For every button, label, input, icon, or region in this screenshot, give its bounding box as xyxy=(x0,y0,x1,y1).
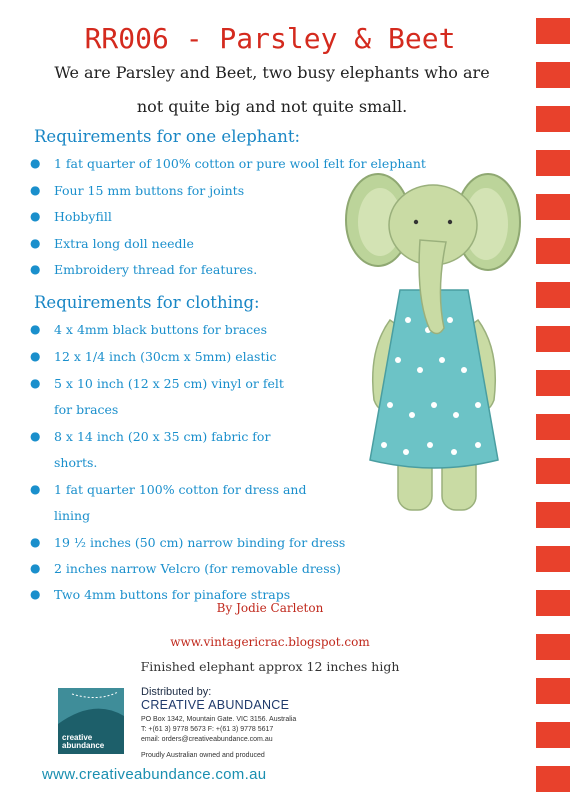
distributor-address: PO Box 1342, Mountain Gate. VIC 3156. Australia xyxy=(141,716,297,723)
logo-graphic xyxy=(58,688,124,728)
bullet-icon: ● xyxy=(30,262,41,276)
bullet-icon: ● xyxy=(30,322,41,336)
bullet-icon: ● xyxy=(30,561,41,575)
stripe xyxy=(536,502,570,528)
stripe xyxy=(536,150,570,176)
bullet-icon: ● xyxy=(30,429,41,443)
stripe xyxy=(536,414,570,440)
bullet-icon: ● xyxy=(30,156,41,170)
right-eye xyxy=(448,220,452,224)
stripe xyxy=(536,458,570,484)
elephant-requirements-heading: Requirements for one elephant: xyxy=(34,127,301,146)
left-eye xyxy=(414,220,418,224)
elephant-toy-image xyxy=(338,170,528,530)
stripe xyxy=(536,282,570,308)
stripe xyxy=(536,766,570,792)
stripe xyxy=(536,590,570,616)
blog-link[interactable]: www.vintagericrac.blogspot.com xyxy=(170,635,370,649)
stripe xyxy=(536,326,570,352)
stripe xyxy=(536,106,570,132)
distributor-company: CREATIVE ABUNDANCE xyxy=(141,698,290,712)
clothing-requirements-heading: Requirements for clothing: xyxy=(34,293,260,312)
intro-line: We are Parsley and Beet, two busy elephants who are xyxy=(54,63,490,82)
page-title: RR006 - Parsley & Beet xyxy=(84,22,456,55)
stripe xyxy=(536,370,570,396)
stripe xyxy=(536,62,570,88)
intro-line: not quite big and not quite small. xyxy=(136,97,408,116)
footer-website-link[interactable]: www.creativeabundance.com.au xyxy=(42,766,267,783)
bullet-icon: ● xyxy=(30,236,41,250)
stripe-border xyxy=(536,0,570,803)
intro-text xyxy=(22,56,522,124)
bullet-icon: ● xyxy=(30,535,41,549)
stripe xyxy=(536,678,570,704)
stripe xyxy=(536,634,570,660)
stripe xyxy=(536,546,570,572)
distributor-tagline: Proudly Australian owned and produced xyxy=(141,752,265,759)
distributed-by-label: Distributed by: xyxy=(141,686,212,698)
finished-size-note: Finished elephant approx 12 inches high xyxy=(140,659,400,674)
stripe xyxy=(536,722,570,748)
stripe xyxy=(536,238,570,264)
bullet-icon: ● xyxy=(30,482,41,496)
stripe xyxy=(536,18,570,44)
creative-abundance-logo: creative abundance xyxy=(58,688,124,754)
author-credit: By Jodie Carleton xyxy=(216,601,324,615)
bullet-icon: ● xyxy=(30,587,41,601)
bullet-icon: ● xyxy=(30,209,41,223)
distributor-email[interactable]: email: orders@creativeabundance.com.au xyxy=(141,736,273,743)
bullet-icon: ● xyxy=(30,376,41,390)
stripe xyxy=(536,194,570,220)
bullet-icon: ● xyxy=(30,183,41,197)
bullet-icon: ● xyxy=(30,349,41,363)
distributor-phone: T: +(61 3) 9778 5673 F: +(61 3) 9778 5617 xyxy=(141,726,274,733)
